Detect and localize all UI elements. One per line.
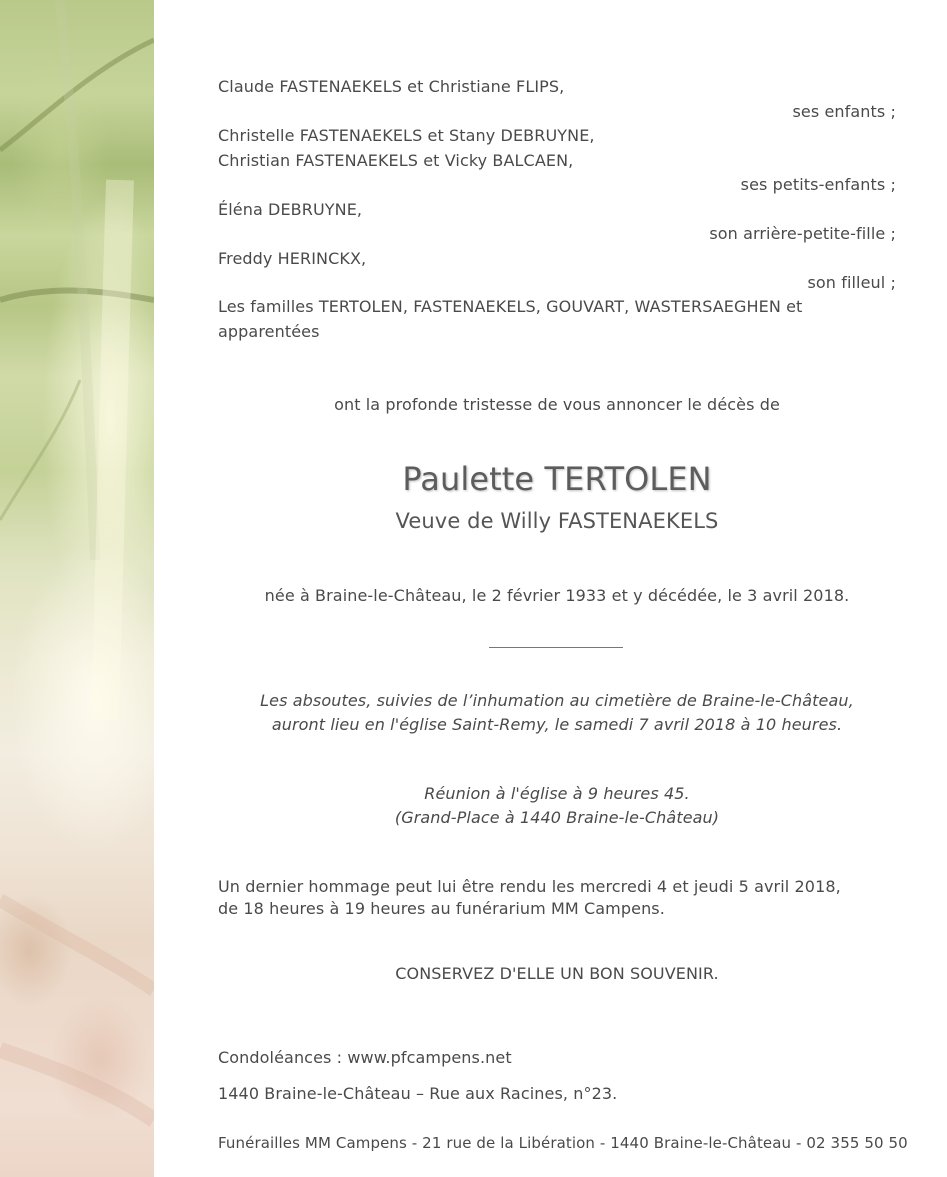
grandchildren-line-1: Christelle FASTENAEKELS et Stany DEBRUYNE, — [218, 126, 595, 145]
tribute-line-1: Un dernier hommage peut lui être rendu les mercredi 4 et jeudi 5 avril 2018, — [218, 877, 841, 896]
children-names: Claude FASTENAEKELS et Christiane FLIPS, — [218, 77, 565, 96]
deceased-name: Paulette TERTOLEN — [402, 460, 712, 498]
funeral-home-footer: Funérailles MM Campens - 21 rue de la Libération - 1440 Braine-le-Château - 02 355 50 50 — [218, 1134, 908, 1152]
grandchildren-label: ses petits-enfants ; — [740, 175, 896, 194]
meeting-line-1: Réunion à l'église à 9 heures 45. — [424, 784, 690, 803]
grandchildren-line-2: Christian FASTENAEKELS et Vicky BALCAEN, — [218, 151, 574, 170]
godson-name: Freddy HERINCKX, — [218, 249, 367, 268]
condolences-link[interactable]: Condoléances : www.pfcampens.net — [218, 1048, 512, 1067]
ceremony-line-1: Les absoutes, suivies de l’inhumation au cimetière de Braine-le-Château, — [260, 691, 854, 710]
announcement: ont la profonde tristesse de vous annoncer le décès de — [334, 395, 780, 414]
families-line-1: Les familles TERTOLEN, FASTENAEKELS, GOUVART, WASTERSAEGHEN et — [218, 297, 803, 316]
birth-death-dates: née à Braine-le-Château, le 2 février 1933 et y décédée, le 3 avril 2018. — [264, 586, 850, 605]
tribute-line-2: de 18 heures à 19 heures au funérarium MM Campens. — [218, 899, 665, 918]
children-label: ses enfants ; — [792, 102, 896, 121]
families-line-2: apparentées — [218, 322, 320, 341]
forest-path-photo — [0, 0, 154, 1177]
address: 1440 Braine-le-Château – Rue aux Racines, n°23. — [218, 1084, 618, 1103]
meeting-line-2: (Grand-Place à 1440 Braine-le-Château) — [394, 808, 720, 827]
separator-rule — [489, 647, 623, 648]
closing-statement: CONSERVEZ D'ELLE UN BON SOUVENIR. — [395, 964, 719, 983]
great-grandchild-label: son arrière-petite-fille ; — [709, 224, 896, 243]
ceremony-line-2: auront lieu en l'église Saint-Remy, le samedi 7 avril 2018 à 10 heures. — [271, 715, 843, 734]
great-grandchild-name: Éléna DEBRUYNE, — [218, 200, 363, 219]
widow-of: Veuve de Willy FASTENAEKELS — [395, 509, 719, 533]
godson-label: son filleul ; — [807, 273, 896, 292]
